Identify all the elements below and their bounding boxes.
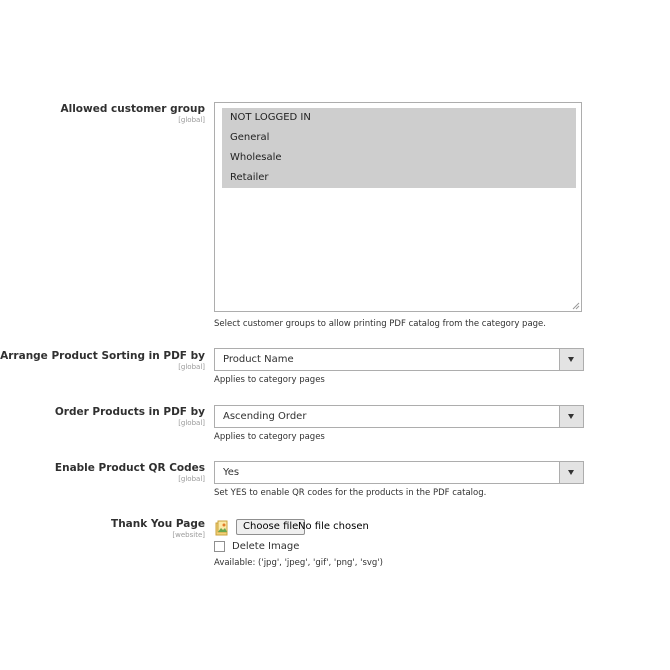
- qr-select-value: Yes: [223, 467, 240, 478]
- qr-select[interactable]: [214, 461, 584, 484]
- order-select[interactable]: [214, 405, 584, 428]
- choose-file-button[interactable]: Choose file: [236, 519, 305, 535]
- order-dropdown-button[interactable]: [559, 406, 583, 427]
- customer-group-option-general[interactable]: General: [222, 128, 576, 148]
- sorting-dropdown-button[interactable]: [559, 349, 583, 370]
- customer-group-option-not-logged-in[interactable]: NOT LOGGED IN: [222, 108, 576, 128]
- customer-group-label-block: [60, 103, 205, 124]
- order-label-block: [55, 406, 205, 427]
- order-scope: [global]: [178, 419, 205, 427]
- delete-image-checkbox[interactable]: [214, 541, 225, 552]
- customer-group-option-wholesale[interactable]: Wholesale: [222, 148, 576, 168]
- customer-group-note: Select customer groups to allow printing PDF catalog from the category page.: [214, 319, 546, 329]
- qr-label-block: [55, 462, 205, 483]
- customer-group-multiselect[interactable]: [214, 102, 582, 312]
- sorting-select-value: Product Name: [223, 354, 294, 365]
- sorting-note: Applies to category pages: [214, 375, 325, 385]
- chevron-down-icon: [568, 470, 574, 475]
- sorting-select[interactable]: [214, 348, 584, 371]
- customer-group-label: Allowed customer group: [60, 103, 205, 115]
- customer-group-option-retailer[interactable]: Retailer: [222, 168, 576, 188]
- qr-label: Enable Product QR Codes: [54, 462, 205, 474]
- delete-image-label[interactable]: Delete Image: [232, 541, 300, 552]
- order-note: Applies to category pages: [214, 432, 325, 442]
- order-select-value: Ascending Order: [223, 411, 307, 422]
- thank-you-note: Available: ('jpg', 'jpeg', 'gif', 'png', 'svg'): [214, 558, 383, 568]
- resize-handle-icon[interactable]: [572, 302, 580, 310]
- chevron-down-icon: [568, 414, 574, 419]
- sorting-label-block: [0, 350, 205, 371]
- order-label: Order Products in PDF by: [54, 406, 205, 418]
- qr-scope: [global]: [178, 475, 205, 483]
- thank-you-scope: [website]: [172, 531, 205, 539]
- image-placeholder-icon: [214, 520, 230, 536]
- customer-group-scope: [global]: [178, 116, 205, 124]
- chevron-down-icon: [568, 357, 574, 362]
- sorting-scope: [global]: [178, 363, 205, 371]
- thank-you-label: Thank You Page: [111, 518, 205, 530]
- qr-note: Set YES to enable QR codes for the products in the PDF catalog.: [214, 488, 487, 498]
- no-file-chosen-text: No file chosen: [298, 521, 369, 532]
- thank-you-label-block: [111, 518, 205, 539]
- sorting-label: Arrange Product Sorting in PDF by: [0, 350, 205, 362]
- qr-dropdown-button[interactable]: [559, 462, 583, 483]
